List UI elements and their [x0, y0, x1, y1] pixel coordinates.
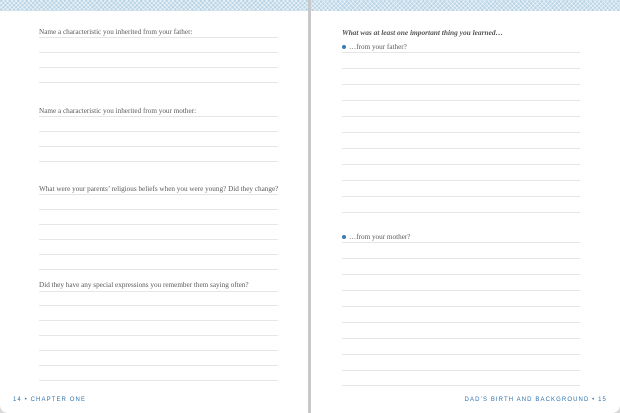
item-from-father: …from your father? [349, 43, 407, 51]
top-decorative-band [0, 0, 308, 11]
answer-line [39, 269, 278, 270]
answer-line [342, 354, 580, 355]
answer-line [342, 116, 580, 117]
answer-line [342, 132, 580, 133]
left-page [0, 0, 308, 413]
answer-line [39, 209, 278, 210]
top-decorative-band [311, 0, 620, 11]
answer-line [39, 116, 278, 117]
answer-line [39, 37, 278, 38]
answer-line [39, 67, 278, 68]
section-heading: What was at least one important thing you learned… [342, 28, 503, 37]
answer-line [342, 100, 580, 101]
answer-line [342, 242, 580, 243]
answer-line [342, 322, 580, 323]
answer-line [342, 148, 580, 149]
answer-line [39, 224, 278, 225]
answer-line [342, 258, 580, 259]
answer-line [342, 338, 580, 339]
answer-line [342, 52, 580, 53]
question-religious-beliefs: What were your parents’ religious beliefs when you were young? Did they change? [39, 185, 279, 193]
answer-line [39, 82, 278, 83]
left-footer: 14 • CHAPTER ONE [13, 397, 87, 403]
right-page [311, 0, 620, 413]
answer-line [39, 254, 278, 255]
question-special-expressions: Did they have any special expressions you remember them saying often? [39, 281, 249, 289]
answer-line [342, 84, 580, 85]
answer-line [39, 131, 278, 132]
answer-line [342, 212, 580, 213]
answer-line [39, 146, 278, 147]
bullet-icon [342, 45, 346, 49]
answer-line [39, 365, 278, 366]
answer-line [342, 164, 580, 165]
answer-line [39, 335, 278, 336]
answer-line [342, 370, 580, 371]
answer-line [39, 320, 278, 321]
answer-line [342, 306, 580, 307]
question-mother-characteristic: Name a characteristic you inherited from your mother: [39, 107, 197, 115]
answer-line [39, 239, 278, 240]
answer-line [342, 196, 580, 197]
answer-line [342, 274, 580, 275]
answer-line [39, 350, 278, 351]
item-from-mother: …from your mother? [349, 233, 411, 241]
answer-line [342, 385, 580, 386]
answer-line [342, 180, 580, 181]
answer-line [39, 161, 278, 162]
answer-line [39, 291, 278, 292]
answer-line [39, 305, 278, 306]
answer-line [342, 68, 580, 69]
answer-line [342, 290, 580, 291]
answer-line [39, 194, 278, 195]
right-footer: DAD’S BIRTH AND BACKGROUND • 15 [464, 397, 607, 403]
bullet-icon [342, 235, 346, 239]
answer-line [39, 380, 278, 381]
answer-line [39, 52, 278, 53]
question-father-characteristic: Name a characteristic you inherited from your father: [39, 28, 193, 36]
